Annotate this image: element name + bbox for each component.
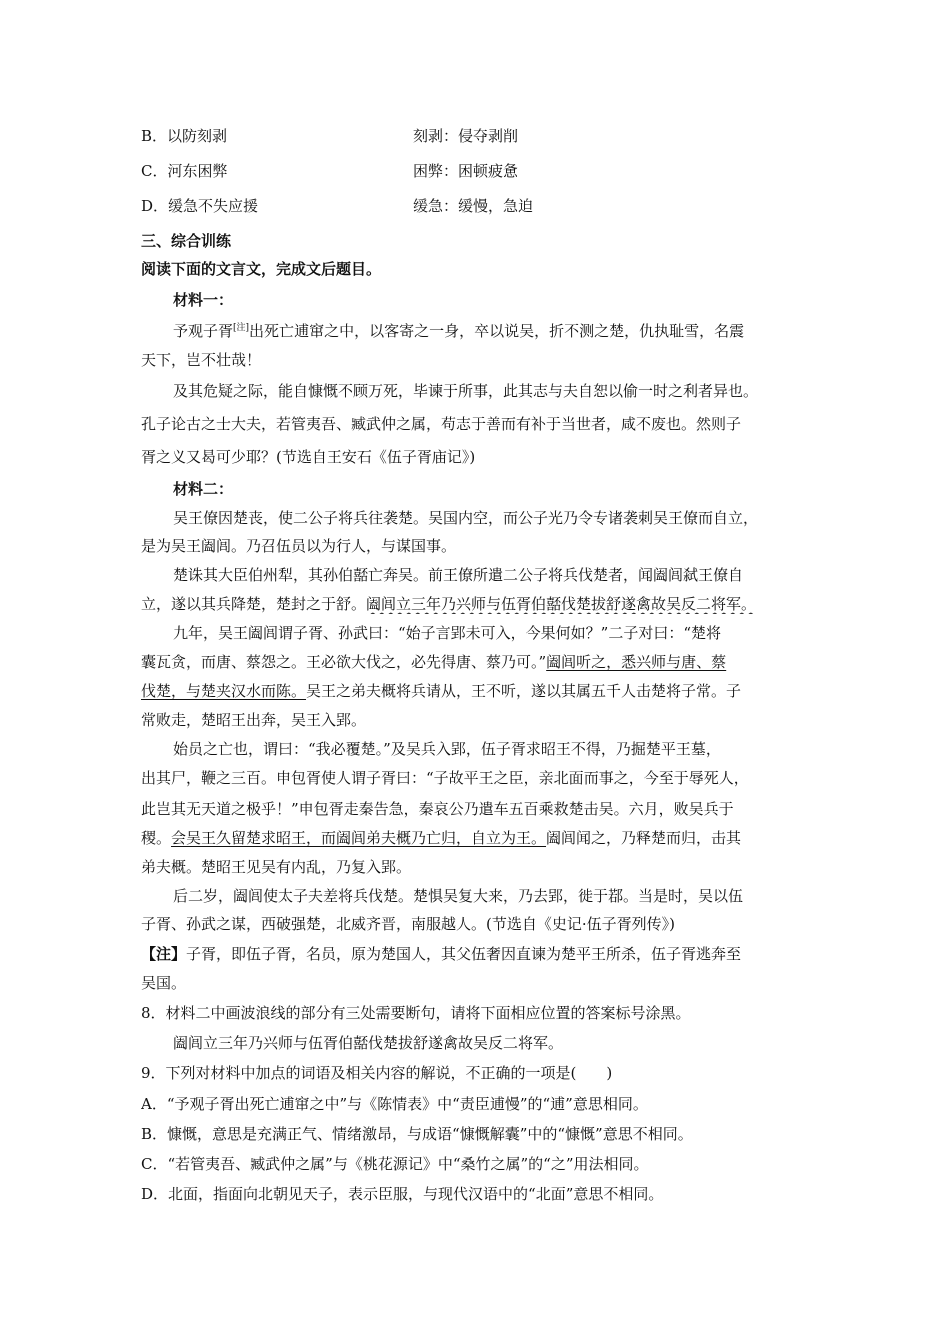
text: 囊瓦贪，而唐、蔡怨之。王必欲大伐之，必先得唐、蔡乃可。”	[141, 653, 547, 671]
note-line-2: 吴国。	[141, 974, 187, 992]
m2-line-7	[141, 681, 821, 701]
m1-line-5: 胥之义又曷可少耶？(节选自王安石《伍子胥庙记》)	[141, 448, 476, 466]
option-c-definition: 困弊：困顿疲惫	[413, 162, 519, 180]
option-text: 弊	[212, 162, 228, 180]
m2-line-14: 后二岁，阖闾使太子夫差将兵伐楚。楚惧吴复大来，乃去郢，徙于鄀。当是时，吴以伍	[173, 887, 744, 905]
question-8: 8．材料二中画波浪线的部分有三处需要断句，请将下面相应位置的答案标号涂黑。	[141, 1004, 691, 1022]
note-line-1	[141, 944, 821, 964]
m2-line-2: 是为吴王阖闾。乃召伍员以为行人，与谋国事。	[141, 537, 457, 555]
text: 窜之中，以客寄之一身，卒以说吴，折不测之楚，仇执耻雪，名震	[309, 322, 745, 340]
text: 出其尸，鞭之三百。申包胥使人谓子胥曰：“子故平王之臣，亲	[141, 769, 554, 787]
m2-line-10	[141, 768, 821, 788]
text: 不顾万死，毕谏于所事，此其志与夫自恕以偷一时之利者异也。	[338, 382, 759, 400]
text: 稷。	[141, 829, 172, 847]
option-text: 急不失应援	[183, 197, 259, 215]
option-text: 剥	[212, 127, 228, 145]
dotted-char: 逋	[294, 322, 310, 340]
note-marker: [注]	[233, 323, 250, 333]
underlined-text: 阖闾听之，悉兴师与唐、蔡	[546, 653, 727, 671]
m2-line-11: 此岂其无天道之极乎！”申包胥走秦告急，秦哀公乃遣车五百乘救楚击吴。六月，败吴兵于	[141, 800, 734, 818]
m2-line-1: 吴王僚因楚丧，使二公子将兵往袭楚。吴国内空，而公子光乃令专诸袭刺吴王僚而自立，	[173, 509, 759, 527]
question-9-option-b: B．慷慨，意思是充满正气、情绪激昂，与成语“慷慨解囊”中的“慷慨”意思不相同。	[141, 1125, 693, 1143]
m2-line-3: 楚诛其大臣伯州犁，其孙伯嚭亡奔吴。前王僚所遣二公子将兵伐楚者，闻阖闾弑王僚自	[173, 566, 744, 584]
underlined-text: 会吴王久留楚求昭王，而阖闾弟夫概乃亡归，自立为王。	[171, 829, 547, 847]
dotted-char: 属	[411, 415, 427, 433]
question-9-option-c: C．“若管夷吾、臧武仲之属”与《桃花源记》中“桑竹之属”的“之”用法相同。	[141, 1155, 649, 1173]
m1-line-2: 天下，岂不壮哉！	[141, 351, 262, 369]
option-label: C．河东	[141, 162, 198, 180]
wavy-underlined-text: 阖闾立三年乃兴师与伍胥伯嚭伐楚拔舒遂禽故吴反二将军。	[366, 595, 757, 613]
m2-line-12	[141, 828, 821, 848]
text: 出死亡	[249, 322, 295, 340]
question-9-option-d: D．北面，指面向北朝见天子，表示臣服，与现代汉语中的“北面”意思不相同。	[141, 1185, 664, 1203]
text: ，苟志于善而有补于当世者，咸不废也。然则子	[426, 415, 742, 433]
section-heading: 三、综合训练	[141, 232, 232, 250]
m2-line-5: 九年，吴王阖闾谓子胥、孙武曰：“始子言郢未可入，今果何如？”二子对曰：“楚将	[173, 624, 722, 642]
m1-line-4	[141, 414, 821, 434]
text: 予观子胥	[173, 322, 234, 340]
option-label: B．以防	[141, 127, 198, 145]
m2-line-15: 子胥、孙武之谋，西破强楚，北威齐晋，南服越人。(节选自《史记·伍子胥列传》)	[141, 915, 675, 933]
dotted-char: 缓	[168, 197, 184, 215]
text: 立，遂以其兵降楚，楚封之于舒。	[141, 595, 367, 613]
text: 子胥，即伍子胥，名员，原为楚国人，其父伍奢因直谏为楚平王所杀，伍子胥逃奔至	[186, 945, 742, 963]
option-d-definition: 缓急：缓慢，急迫	[413, 197, 534, 215]
m2-line-9: 始员之亡也，谓曰：“我必覆楚。”及吴兵入郢，伍子胥求昭王不得，乃掘楚平王墓，	[173, 740, 721, 758]
material-2-title: 材料二：	[173, 480, 234, 498]
option-b-definition: 刻剥：侵夺剥削	[413, 127, 519, 145]
m2-line-8: 常败走，楚昭王出奔，吴王入郢。	[141, 711, 367, 729]
m2-line-6	[141, 652, 821, 672]
m1-line-1	[173, 318, 821, 341]
text: 孔子论古之士大夫，若管夷吾、臧武仲之	[141, 415, 412, 433]
text: 而事之，今至于辱死人，	[583, 769, 749, 787]
material-1-title: 材料一：	[173, 291, 234, 309]
text: 阖闾闻之，乃释楚而归，击其	[546, 829, 742, 847]
text: 及其危疑之际，能自	[173, 382, 309, 400]
text: 吴王之弟夫概将兵请从，王不听，遂以其属五千人击楚将子常。子	[306, 682, 742, 700]
m2-line-4	[141, 594, 821, 614]
question-9: 9．下列对材料中加点的词语及相关内容的解说，不正确的一项是( )	[141, 1064, 613, 1082]
dotted-word: 北面	[553, 769, 584, 787]
instruction: 阅读下面的文言文，完成文后题目。	[141, 260, 382, 278]
m2-line-13: 弟夫概。楚昭王见吴有内乱，乃复入郢。	[141, 858, 412, 876]
dotted-char: 困	[197, 162, 213, 180]
question-9-option-a: A．“予观子胥出死亡逋窜之中”与《陈情表》中“责臣逋慢”的“逋”意思相同。	[141, 1095, 648, 1113]
underlined-text: 伐楚，与楚夹汉水而陈。	[141, 682, 307, 700]
m1-line-3	[173, 381, 821, 401]
question-8-text: 阖闾立三年乃兴师与伍胥伯嚭伐楚拔舒遂禽故吴反二将军。	[173, 1034, 564, 1052]
dotted-char: 刻	[197, 127, 213, 145]
note-label: 【注】	[141, 945, 187, 963]
dotted-word: 慷慨	[308, 382, 339, 400]
option-label: D．	[141, 197, 169, 215]
